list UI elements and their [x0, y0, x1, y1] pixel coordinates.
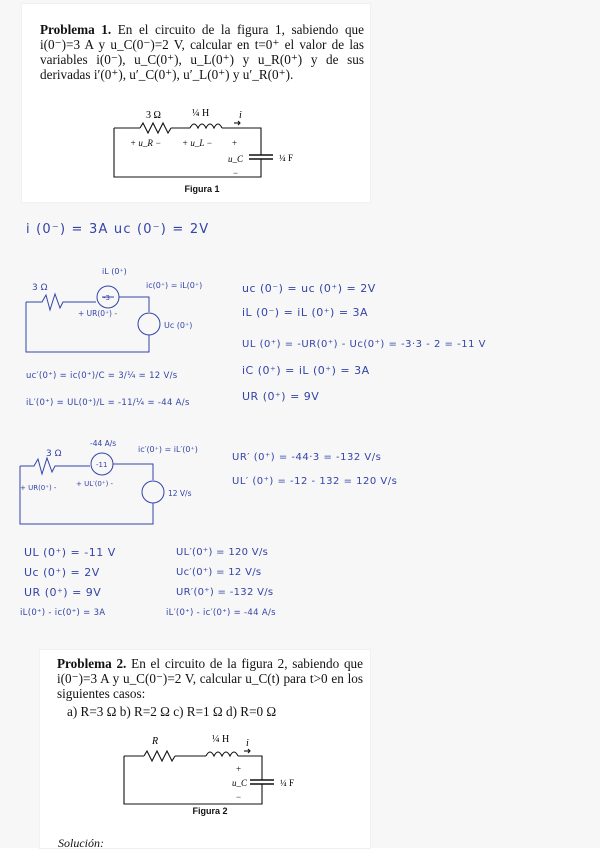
hw-sum-right-3: UR′(0⁺) = -132 V/s: [176, 587, 274, 598]
hw-eq-right-4: iC (0⁺) = iL (0⁺) = 3A: [242, 364, 370, 377]
svg-text:−: −: [236, 792, 242, 802]
hw-eq-left-1: uc′(0⁺) = ic(0⁺)/C = 3/¼ = 12 V/s: [26, 371, 178, 381]
hw-sum-left-2: Uc (0⁺) = 2V: [24, 566, 100, 579]
figure-1-current-label: i: [239, 110, 242, 121]
hw-sum-left-4: iL(0⁺) - ic(0⁺) = 3A: [20, 608, 106, 618]
hw-c1-ur-label: + UR(0⁺) -: [78, 309, 118, 318]
hw-c2-ul-label: + UL′(0⁺) -: [76, 480, 114, 488]
hw-sum-right-2: Uc′(0⁺) = 12 V/s: [176, 567, 262, 578]
svg-text:+: +: [232, 138, 238, 148]
hw-initial-conditions: i (0⁻) = 3A uc (0⁻) = 2V: [26, 222, 210, 237]
figure-2-inductor-label: ¼ H: [212, 734, 230, 745]
figure-1-resistor-label: 3 Ω: [146, 110, 161, 121]
problem-2-body: En el circuito de la figura 2, sabiendo que i(0⁻)=3 A y u_C(0⁻)=2 V, calcular u_C(t) para t>0 en los siguientes casos:: [57, 656, 363, 701]
figure-1-circuit: [22, 94, 370, 214]
svg-text:−: −: [233, 168, 239, 178]
figure-2-caption: Figura 2: [192, 806, 228, 816]
figure-1-ur-label: + u_R −: [130, 138, 162, 148]
hw-c1-resistor: 3 Ω: [32, 283, 48, 293]
figure-2-current-label: i: [246, 738, 249, 749]
figure-1-resistor: [140, 123, 171, 133]
problem-2-card: [40, 650, 370, 848]
hw-sum-right-4: iL′(0⁺) - ic′(0⁺) = -44 A/s: [166, 608, 276, 618]
hw-eq-right-2: iL (0⁻) = iL (0⁺) = 3A: [242, 306, 369, 319]
problem-2-heading: Problema 2.: [57, 656, 127, 671]
hw-c2-ur-label: + UR(0⁺) -: [20, 484, 57, 492]
hw-c2-top-label: -44 A/s: [90, 439, 117, 448]
hw-c1-source: -3: [103, 294, 110, 302]
hw-sum-left-3: UR (0⁺) = 9V: [24, 586, 102, 599]
hw-eq-right-5: UR (0⁺) = 9V: [242, 390, 320, 403]
figure-2-capacitor-label: ¼ F: [280, 778, 295, 788]
solution-label: Solución:: [58, 836, 104, 850]
figure-1-caption: Figura 1: [184, 184, 220, 194]
hw-sum-left-1: UL (0⁺) = -11 V: [24, 546, 116, 559]
problem-1-text: [40, 22, 364, 82]
problem-1-body: En el circuito de la figura 1, sabiendo que i(0⁻)=3 A y u_C(0⁻)=2 V, calcular en t=0⁺ el valor de las variables i(0⁻), u_C(0⁺), u_L(0⁺) y u_R(0⁺) y de sus derivadas i′(0⁺), u′_C(0⁺), u′_L(0⁺) y u′_R(0⁺).: [40, 22, 364, 82]
hw-eq-right2-1: UR′ (0⁺) = -44·3 = -132 V/s: [232, 452, 382, 463]
problem-2-text: [57, 656, 363, 701]
hw-c1-uc-label: Uc (0⁺): [164, 321, 193, 330]
problem-1-card: [22, 4, 370, 202]
figure-1-uc-label: u_C: [228, 154, 244, 164]
hw-circuit-1: [22, 262, 252, 372]
hw-c2-resistor: 3 Ω: [46, 449, 62, 459]
hw-sum-right-1: UL′(0⁺) = 120 V/s: [176, 547, 269, 558]
problem-1-heading: Problema 1.: [40, 22, 112, 37]
hw-eq-right2-2: UL′ (0⁺) = -12 - 132 = 120 V/s: [232, 476, 398, 487]
hw-eq-right-3: UL (0⁺) = -UR(0⁺) - Uc(0⁺) = -3·3 - 2 = -11 V: [242, 339, 486, 350]
hw-circuit-2: [16, 438, 236, 533]
problem-2-cases: a) R=3 Ω b) R=2 Ω c) R=1 Ω d) R=0 Ω: [67, 704, 277, 719]
hw-c2-uc-label: 12 V/s: [168, 489, 192, 498]
figure-1-ul-label: + u_L −: [182, 138, 213, 148]
hw-c1-ic-label: ic(0⁺) = iL(0⁺): [146, 281, 203, 290]
hw-eq-right-1: uc (0⁻) = uc (0⁺) = 2V: [242, 282, 376, 295]
figure-2-resistor: [144, 751, 175, 761]
figure-2-resistor-label: R: [152, 736, 159, 747]
hw-c1-il-label: iL (0⁺): [102, 267, 127, 276]
hw-c2-source: -11: [96, 461, 108, 469]
hw-eq-left-2: iL′(0⁺) = UL(0⁺)/L = -11/¼ = -44 A/s: [26, 398, 190, 408]
figure-1-inductor-label: ¼ H: [192, 108, 210, 119]
hw-c2-ic-label: ic′(0⁺) = iL′(0⁺): [138, 445, 198, 454]
figure-2-uc-label: u_C: [232, 778, 248, 788]
figure-2-inductor: [206, 752, 238, 756]
figure-1-inductor: [190, 124, 222, 128]
svg-text:+: +: [236, 764, 242, 774]
figure-1-capacitor-label: ¼ F: [279, 153, 294, 163]
